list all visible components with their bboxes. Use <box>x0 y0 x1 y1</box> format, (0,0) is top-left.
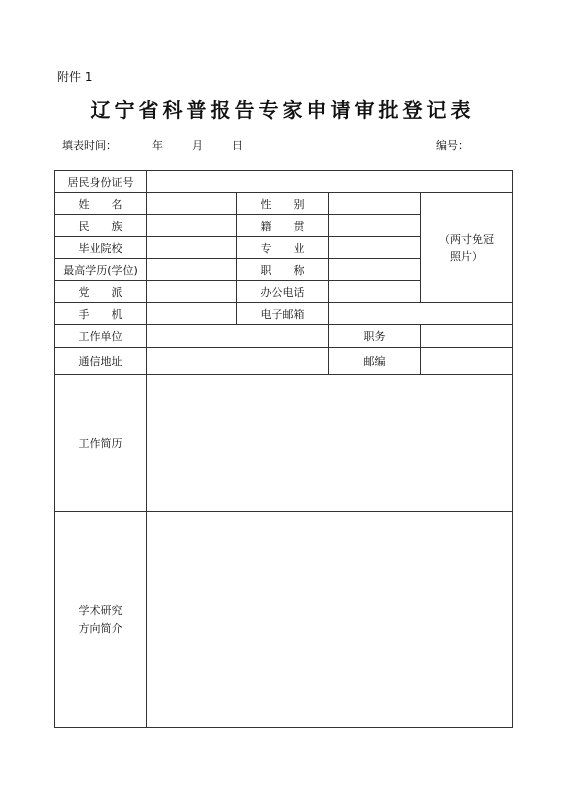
name-row <box>55 193 513 215</box>
work-unit-field[interactable] <box>147 325 329 348</box>
id-row <box>55 171 513 193</box>
name-field[interactable] <box>147 193 237 215</box>
number-label: 编号： <box>436 139 469 152</box>
attachment-label: 附件 1 <box>57 70 93 84</box>
month-label: 月 <box>192 139 203 152</box>
native-place-field[interactable] <box>329 215 421 237</box>
form-title: 辽宁省科普报告专家申请审批登记表 <box>90 98 475 122</box>
mobile-field[interactable] <box>147 303 237 325</box>
education-label: 最高学历(学位) <box>55 259 147 281</box>
registration-form-table <box>54 170 513 728</box>
school-label: 毕业院校 <box>55 237 147 259</box>
office-phone-field[interactable] <box>329 281 421 303</box>
fill-time-label: 填表时间： <box>62 139 117 152</box>
education-field[interactable] <box>147 259 237 281</box>
name-label: 姓 名 <box>55 193 147 215</box>
title-rank-label: 职 称 <box>237 259 329 281</box>
mobile-label: 手 机 <box>55 303 147 325</box>
research-field[interactable] <box>147 512 513 728</box>
party-label: 党 派 <box>55 281 147 303</box>
email-field[interactable] <box>329 303 513 325</box>
gender-label: 性 别 <box>237 193 329 215</box>
photo-hint-line1: （两寸免冠 <box>439 232 494 246</box>
ethnicity-field[interactable] <box>147 215 237 237</box>
photo-hint-line2: 照片） <box>450 249 483 263</box>
party-field[interactable] <box>147 281 237 303</box>
postcode-label: 邮编 <box>329 348 421 375</box>
research-label-line2: 方向简介 <box>78 621 123 635</box>
postcode-field[interactable] <box>421 348 513 375</box>
address-label: 通信地址 <box>55 348 147 375</box>
resume-label: 工作简历 <box>55 375 147 512</box>
address-field[interactable] <box>147 348 329 375</box>
position-field[interactable] <box>421 325 513 348</box>
year-label: 年 <box>152 139 163 152</box>
mobile-row <box>55 303 513 325</box>
ethnicity-label: 民 族 <box>55 215 147 237</box>
id-number-label: 居民身份证号 <box>55 171 147 193</box>
gender-field[interactable] <box>329 193 421 215</box>
research-label-line1: 学术研究 <box>78 603 123 617</box>
native-place-label: 籍 贯 <box>237 215 329 237</box>
work-unit-label: 工作单位 <box>55 325 147 348</box>
resume-field[interactable] <box>147 375 513 512</box>
major-field[interactable] <box>329 237 421 259</box>
title-rank-field[interactable] <box>329 259 421 281</box>
id-number-field[interactable] <box>147 171 513 193</box>
office-phone-label: 办公电话 <box>237 281 329 303</box>
address-row <box>55 348 513 375</box>
position-label: 职务 <box>329 325 421 348</box>
day-label: 日 <box>232 139 243 152</box>
photo-box[interactable] <box>421 193 513 303</box>
research-row <box>55 512 513 728</box>
research-label <box>55 512 147 728</box>
email-label: 电子邮箱 <box>237 303 329 325</box>
work-unit-row <box>55 325 513 348</box>
resume-row <box>55 375 513 512</box>
major-label: 专 业 <box>237 237 329 259</box>
school-field[interactable] <box>147 237 237 259</box>
